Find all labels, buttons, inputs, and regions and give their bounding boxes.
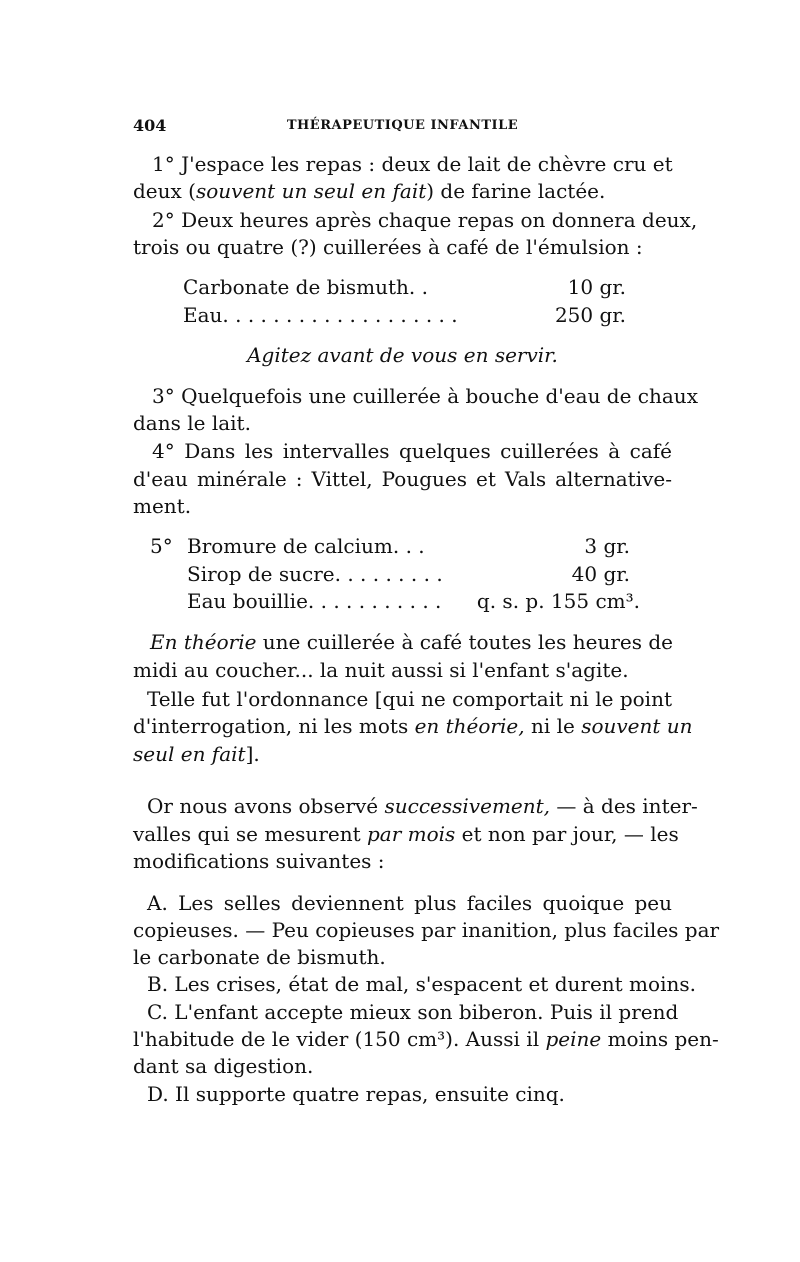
rx2-number: 5°	[150, 534, 173, 558]
pD-line-1: D. Il supporte quatre repas, ensuite cinq.	[147, 1082, 565, 1106]
p2-line-1: 2° Deux heures après chaque repas on donnera deux,	[152, 208, 698, 232]
p4-line-3: ment.	[133, 494, 192, 518]
rx2-qty-3: q. s. p. 155 cm³.	[476, 589, 640, 613]
running-title: THÉRAPEUTIQUE INFANTILE	[286, 118, 519, 133]
p3-line-1: 3° Quelquefois une cuillerée à bouche d'eau de chaux	[152, 384, 698, 408]
p6-line-3: seul en fait].	[133, 742, 260, 766]
rx1-qty-1: 10 gr.	[567, 275, 626, 299]
rx2-qty-1: 3 gr.	[584, 534, 630, 558]
p5-line-1: En théorie une cuillerée à café toutes les heures de	[150, 630, 674, 654]
page-header	[133, 116, 672, 138]
rx2-name-1: Bromure de calcium. . .	[187, 534, 425, 558]
p6-line-2: d'interrogation, ni les mots en théorie, ni le souvent un	[133, 714, 693, 738]
pB-line-1: B. Les crises, état de mal, s'espacent et durent moins.	[147, 972, 696, 996]
pA-line-3: le carbonate de bismuth.	[133, 945, 386, 969]
rx2-name-2: Sirop de sucre. . . . . . . . .	[187, 562, 443, 586]
rx1-name-2: Eau. . . . . . . . . . . . . . . . . . .	[183, 303, 458, 327]
rx2-qty-2: 40 gr.	[571, 562, 630, 586]
rx1-qty-2: 250 gr.	[554, 303, 626, 327]
p4-line-1: 4° Dans les intervalles quelques cuillerées à café	[152, 439, 672, 463]
pA-line-2: copieuses. — Peu copieuses par inanition, plus faciles par	[133, 918, 720, 942]
p7-line-2: valles qui se mesurent par mois et non par jour, — les	[133, 822, 679, 846]
p5-line-2: midi au coucher... la nuit aussi si l'enfant s'agite.	[133, 658, 629, 682]
rx1-note: Agitez avant de vous en servir.	[247, 343, 558, 367]
p7-line-1: Or nous avons observé successivement, — à des inter-	[147, 794, 698, 818]
rx2-name-3: Eau bouillie. . . . . . . . . . .	[187, 589, 442, 613]
p4-line-2: d'eau minérale : Vittel, Pougues et Vals alternative-	[133, 467, 672, 491]
pA-line-1: A. Les selles deviennent plus faciles quoique peu	[147, 891, 672, 915]
p7-line-3: modifications suivantes :	[133, 849, 385, 873]
p1-line-1: 1° J'espace les repas : deux de lait de chèvre cru et	[152, 152, 673, 176]
p1-line-2: deux (souvent un seul en fait) de farine lactée.	[133, 179, 606, 203]
rx1-name-1: Carbonate de bismuth. .	[183, 275, 428, 299]
p3-line-2: dans le lait.	[133, 411, 251, 435]
pC-line-1: C. L'enfant accepte mieux son biberon. Puis il prend	[147, 1000, 679, 1024]
page-number: 404	[133, 116, 167, 135]
pC-line-3: dant sa digestion.	[133, 1054, 314, 1078]
p2-line-2: trois ou quatre (?) cuillerées à café de l'émulsion :	[133, 235, 643, 259]
pC-line-2: l'habitude de le vider (150 cm³). Aussi il peine moins pen-	[133, 1027, 719, 1051]
p6-line-1: Telle fut l'ordonnance [qui ne comportait ni le point	[147, 687, 672, 711]
